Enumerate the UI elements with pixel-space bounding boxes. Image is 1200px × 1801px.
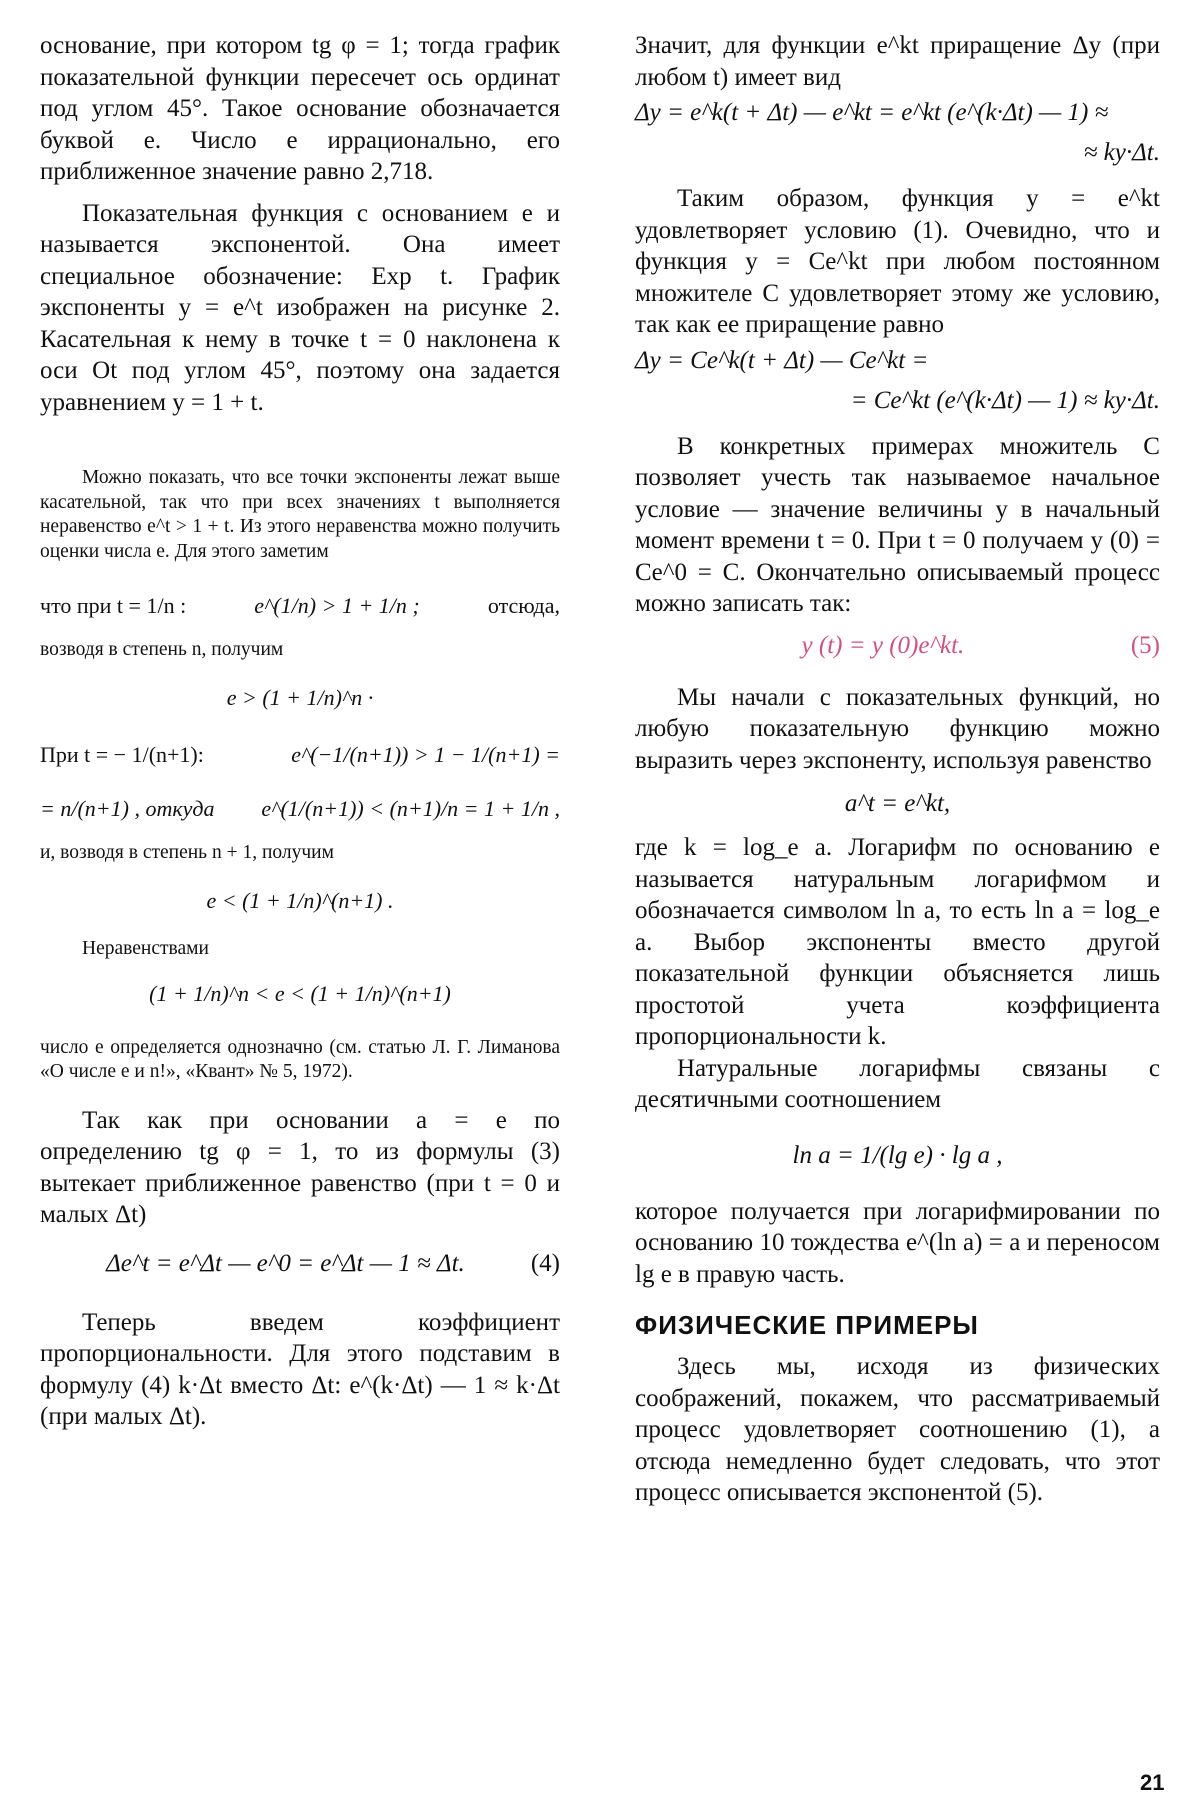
paragraph-physical-intro: Здесь мы, исходя из физических соображений, покажем, что рассматриваемый процесс удовлетворяет соотношению (1), а отсюда немедленно будет следовать, что этот процесс описывается экспонентой (5). [635,1353,1160,1506]
formula-4 [40,1231,560,1297]
section-heading-physical-examples: ФИЗИЧЕСКИЕ ПРИМЕРЫ [635,1310,979,1340]
inequality-row-1 [40,584,560,628]
paragraph-base-e: основание, при котором tg φ = 1; тогда график показательной функции пересечет ось ординат под углом 45°. Такое основание обозначается буквой e. Число e иррационально, его приближенное значение равно 2,718. [40,32,560,185]
paragraph-coefficient: Теперь введем коэффициент пропорциональности. Для этого подставим в формулу (4) k·Δt вместо Δt: e^(k·Δt) — 1 ≈ k·Δt (при малых Δt). [40,1308,560,1430]
inequality-e-minus: e^(−1/(n+1)) > 1 − 1/(n+1) = [291,741,560,767]
formula-c-increment-line2: = Ce^kt (e^(k·Δt) — 1) ≈ ky·Δt. [850,386,1160,414]
left-column [40,30,560,1433]
formula-increment-line2: ≈ ky·Δt. [1083,139,1160,166]
condition-t-1-over-n: что при t = 1/n : [40,593,187,618]
inequality-e-pow: e^(1/n) > 1 + 1/n ; [254,593,420,618]
text-raise-power-n: возводя в степень n, получим [40,639,284,660]
formula-4-number: (4) [530,1249,560,1277]
paragraph-tangent-note: Можно показать, что все точки экспоненты лежат выше касательной, так что при всех значениях t выполняется неравенство e^t > 1 + t. Из этого неравенства можно получить оценки числа e. Для этого заметим [40,467,560,562]
page-number: 21 [1140,1770,1165,1795]
text-inequalities: Неравенствами [82,938,209,959]
right-column [635,30,1160,1509]
formula-e-upper-bound: e < (1 + 1/n)^(n+1) . [206,888,394,913]
formula-increment-line1: Δy = e^k(t + Δt) — e^kt = e^kt (e^(k·Δt) — 1) ≈ [635,99,1109,126]
formula-ln-lg: ln a = 1/(lg e) · lg a , [792,1141,1003,1169]
fraction-n-over-n1: = n/(n+1) , откуда [40,795,215,821]
paragraph-increment: Значит, для функции e^kt приращение Δy (при любом t) имеет вид [635,32,1160,91]
formula-5-number: (5) [1130,631,1160,659]
paragraph-natural-log: где k = log_e a. Логарифм по основанию e называется натуральным логарифмом и обозначается символом ln a, то есть ln a = log_e a. Выбор экспоненты вместо другой показательной функции объясняется лишь простотой учета коэффициента пропорциональности k. [635,834,1160,1050]
paragraph-initial-condition: В конкретных примерах множитель C позволяет учесть так называемое начальное условие — значение величины y в начальный момент времени t = 0. При t = 0 получаем y (0) = Ce^0 = C. Окончательно описываемый процесс можно записать так: [635,432,1160,617]
word-hence: отсюда, [487,593,560,618]
paragraph-approximation: Так как при основании a = e по определению tg φ = 1, то из формулы (3) вытекает приближенное равенство (при t = 0 и малых Δt) [40,1106,560,1228]
paragraph-reference: число e определяется однозначно (см. статью Л. Г. Лиманова «О числе e и n!», «Квант» № 5, 1972). [40,1036,560,1082]
condition-t-minus: При t = − 1/(n+1): [40,741,204,767]
formula-at-ekt: a^t = e^kt, [844,790,951,817]
formula-5-body: y (t) = y (0)e^kt. [801,631,965,659]
inequality-e-upper: e^(1/(n+1)) < (n+1)/n = 1 + 1/n , [261,795,560,821]
inequality-row-2 [40,733,560,777]
inequality-row-3 [40,787,560,831]
text-raise-power-n1: и, возводя в степень n + 1, получим [40,841,334,863]
formula-e-lower-bound: e > (1 + 1/n)^n · [226,684,374,710]
formula-5 [635,620,1160,672]
paragraph-decimal-log: Натуральные логарифмы связаны с десятичными соотношением [635,1054,1160,1113]
formula-e-both-bounds: (1 + 1/n)^n < e < (1 + 1/n)^(n+1) [149,980,451,1006]
paragraph-any-exponential: Мы начали с показательных функций, но любую показательную функцию можно выразить через экспоненту, используя равенство [635,683,1160,774]
formula-c-increment-line1: Δy = Ce^k(t + Δt) — Ce^kt = [635,346,929,374]
paragraph-identity: которое получается при логарифмировании по основанию 10 тождества e^(ln a) = a и переносом lg e в правую часть. [635,1197,1160,1288]
paragraph-condition-1: Таким образом, функция y = e^kt удовлетворяет условию (1). Очевидно, что и функция y = Ce^kt при любом постоянном множителе C удовлетворяет этому же условию, так как ее приращение равно [635,185,1160,338]
formula-4-body: Δe^t = e^Δt — e^0 = e^Δt — 1 ≈ Δt. [106,1249,465,1277]
paragraph-exponent: Показательная функция с основанием e и называется экспонентой. Она имеет специальное обозначение: Exp t. График экспоненты y = e^t изображен на рисунке 2. Касательная к нему в точке t = 0 наклонена к оси Ot под углом 45°, поэтому она задается уравнением y = 1 + t. [40,199,560,416]
